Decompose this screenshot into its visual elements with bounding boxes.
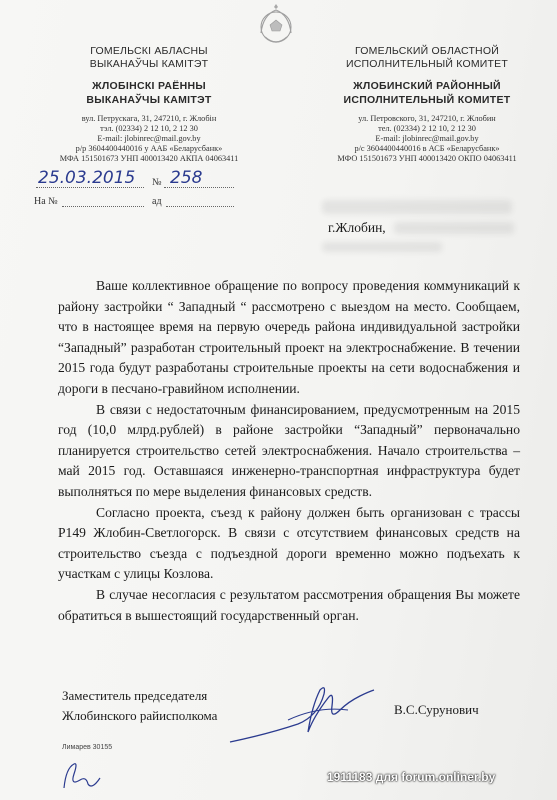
reference-date-underline — [166, 206, 234, 207]
org-line: ГОМЕЛЬСКІ АБЛАСНЫ — [90, 45, 208, 57]
number-underline — [164, 187, 234, 188]
bank-account-line: р/с 3604400440016 в АСБ «Беларусбанк» — [354, 144, 500, 153]
phone-line: тел. (02334) 2 12 10, 2 12 30 — [378, 124, 476, 133]
executor-note: Лимарев 30155 — [62, 744, 113, 751]
address-line: вул. Петрускага, 31, 247210, г. Жлобін — [81, 114, 217, 123]
committee-name-line: ЖЛОБИНСКИЙ РАЙОННЫЙ — [353, 80, 501, 92]
org-line: ГОМЕЛЬСКИЙ ОБЛАСТНОЙ — [355, 45, 499, 57]
body-paragraph: Ваше коллективное обращение по вопросу проведения коммуникаций к району застройки “ Западный “ рассмотрено с выездом на место. Сообщаем, что в настоящее время на первую очередь района индивидуальной застройки “Западный” разработан строительный проект на электроснабжение. В течении 2015 года будут разработаны строительные проекты на сети водоснабжения и дороги в песчано-гравийном исполнении. — [58, 278, 520, 396]
handwritten-signature — [228, 676, 378, 746]
header-left-by — [18, 45, 280, 164]
registration-date: 25.03.2015 — [38, 168, 136, 188]
committee-name-line: ЖЛОБІНСКІ РАЁННЫ — [92, 80, 206, 92]
letter-body — [58, 276, 520, 626]
address-line: ул. Петровского, 31, 247210, г. Жлобин — [358, 114, 496, 123]
position-line: Заместитель председателя — [62, 688, 208, 703]
state-emblem-icon — [253, 3, 299, 49]
committee-name-line: ВЫКАНАЎЧЫ КАМІТЭТ — [86, 94, 212, 106]
redacted-addressee — [322, 242, 442, 252]
redacted-addressee — [322, 200, 512, 214]
signatory-position — [62, 686, 217, 726]
redacted-addressee — [394, 222, 514, 234]
email-line: E-mail: jlobinrec@mail.gov.by — [97, 134, 201, 143]
body-paragraph: В связи с недостаточным финансированием, предусмотренным на 2015 год (10,0 млрд.рублей) в районе застройки “Западный” первоначально планируется строительство сетей электроснабжения. Начало строительства – май 2015 год. Оставшаяся инженерно-транспортная инфраструктура будет выполняться по мере выделения финансовых средств. — [58, 401, 520, 499]
executor-initials-signature — [60, 758, 104, 794]
org-line: ВЫКАНАЎЧЫ КАМІТЭТ — [89, 58, 209, 70]
body-paragraph: Согласно проекта, съезд к району должен быть организован с трассы Р149 Жлобин-Светлогорск. В связи с отсутствием финансовых средств на строительство съезда с подъездной дороги временно можно подъехать к участкам с улицы Козлова. — [58, 504, 520, 582]
reference-label: На № — [34, 196, 58, 207]
number-label: № — [152, 177, 162, 188]
addressee-city: г.Жлобин, — [328, 220, 386, 235]
reference-underline — [62, 206, 144, 207]
header-right-ru — [296, 45, 557, 164]
codes-line: МФА 151501673 УНП 400013420 АКПА 04063411 — [59, 154, 239, 163]
signatory-name: В.С.Сурунович — [394, 702, 479, 717]
registration-number: 258 — [170, 168, 203, 188]
org-line: ИСПОЛНИТЕЛЬНЫЙ КОМИТЕТ — [346, 58, 508, 70]
position-line: Жлобинского райисполкома — [62, 708, 218, 723]
reference-date-label: ад — [152, 196, 162, 207]
codes-line: МФО 151501673 УНП 400013420 ОКПО 04063411 — [337, 154, 517, 163]
forum-watermark: 1911183 для forum.onliner.by — [327, 770, 496, 784]
bank-account-line: р/р 3604400440016 у ААБ «Беларусбанк» — [75, 144, 223, 153]
phone-line: тэл. (02334) 2 12 10, 2 12 30 — [100, 124, 198, 133]
date-underline — [36, 187, 144, 188]
email-line: E-mail: jlobinrec@mail.gov.by — [375, 134, 479, 143]
committee-name-line: ИСПОЛНИТЕЛЬНЫЙ КОМИТЕТ — [343, 94, 511, 106]
body-paragraph: В случае несогласия с результатом рассмотрения обращения Вы можете обратиться в вышестоящий государственный орган. — [58, 586, 520, 623]
